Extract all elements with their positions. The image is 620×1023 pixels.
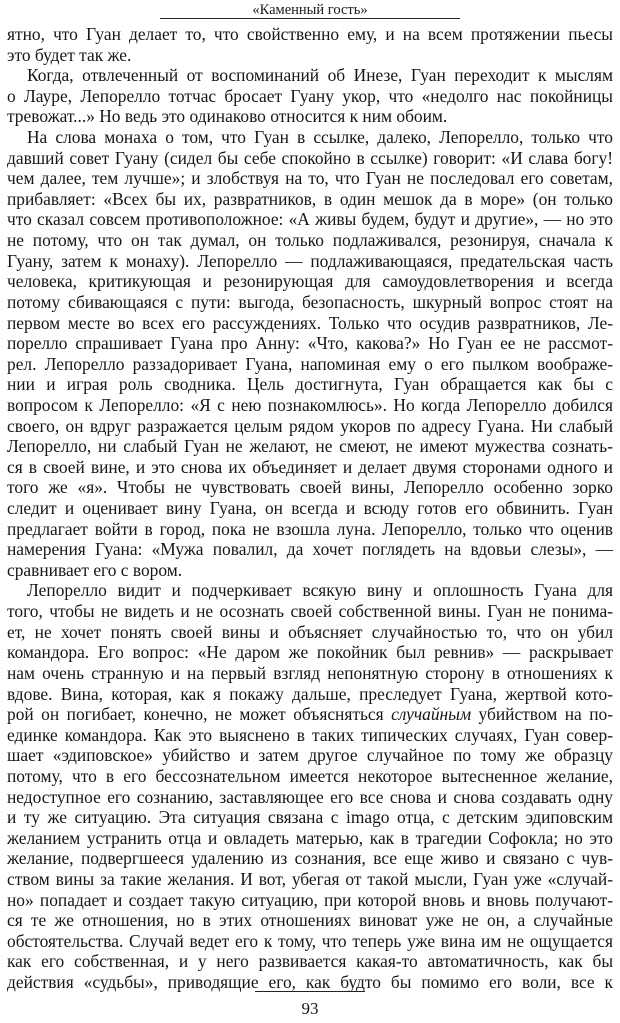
text-line: шает «эдиповское» убийство и затем другое случайное по тому же образцу — [7, 745, 613, 766]
text-line: желанием устранить отца и овладеть матерью, как в трагедии Софокла; но это — [7, 827, 613, 848]
text-line: прибавляет: «Всех бы их, развратников, в один мешок да в море» (он только — [7, 188, 613, 209]
text-line: нам очень странную и на первый взгляд непонятную сторону в отношениях к — [7, 662, 613, 683]
text-line: следит и оценивает вину Гуана, он всегда и всюду готов его обвинить. Гуан — [7, 498, 613, 519]
text-run: убийством на по- — [471, 704, 613, 725]
text-line: потому, что в его бессознательном имеется некоторое вытесненное желание, — [7, 765, 613, 786]
text-line: командора. Его вопрос: «Не даром же покойник был ревнив» — раскрывает — [7, 642, 613, 663]
text-line: ся в своей вине, и это снова их объединяет и делает двумя сторонами одного и — [7, 456, 613, 477]
running-header: «Каменный гость» — [252, 2, 368, 18]
text-line: ятно, что Гуан делает то, что свойственно ему, и на всем протяжении пьесы — [7, 24, 613, 44]
text-line: давший совет Гуану (сидел бы себе спокойно в ссылке) говорит: «И слава богу! — [7, 147, 613, 168]
text-line: это будет так же. — [7, 44, 132, 65]
text-line: и ту же ситуацию. Эта ситуация связана с imago отца, с детским эдиповским — [7, 807, 613, 828]
text-line: того, чтобы не видеть и не осознать своей собственной вины. Гуан не понима- — [7, 601, 613, 622]
text-line: о Лауре, Лепорелло тотчас бросает Гуану укор, что «недолго нас покойницы — [7, 85, 613, 106]
text-line: сравнивает его с вором. — [7, 559, 183, 580]
text-line: потому сбивающаяся с пути: выгода, безопасность, шкурный вопрос стоят на — [7, 291, 613, 312]
text-line: как его собственная, и у него развивается какая-то автоматичность, как бы — [7, 951, 613, 972]
text-line: нии и играя роль сводника. Цель достигнута, Гуан обращается как бы с — [7, 374, 613, 395]
text-line: тревожат...» Но ведь это одинаково относится к ним обоим. — [7, 106, 448, 127]
header-rule — [160, 18, 460, 19]
text-line: действия «судьбы», приводящие его, как будто бы помимо его воли, все к — [7, 972, 613, 993]
text-line — [7, 704, 613, 725]
page-number: 93 — [301, 999, 319, 1018]
text-line: что сказал совсем противоположное: «А живы будем, будут и другие», — но это — [7, 209, 613, 230]
text-line: рел. Лепорелло раззадоривает Гуана, напоминая ему о его пылком воображе- — [7, 353, 613, 374]
text-run: рой он погибает, конечно, не может объясняться — [7, 704, 392, 725]
text-line: Гуану, затем к монаху). Лепорелло — подлаживающаяся, предательская часть — [7, 250, 613, 271]
text-line: единке командора. Как это выяснено в таких типических случаях, Гуан совер- — [7, 724, 613, 745]
text-line: первом месте во всех его рассуждениях. Только что осудив развратников, Ле- — [7, 312, 613, 333]
text-line: не потому, что он так думал, он только подлаживался, резонируя, сначала к — [7, 230, 613, 251]
text-line: Лепорелло, ни слабый Гуан не желают, не смеют, не имеют мужества сознать- — [7, 436, 613, 457]
text-line: ством вины за такие желания. И вот, убегая от такой мысли, Гуан уже «случай- — [7, 868, 613, 889]
text-line: намерения Гуана: «Мужа повалил, да хочет поглядеть на вдовьи слезы», — — [7, 539, 613, 560]
text-line: ся те же отношения, но в этих отношениях виноват уже не он, а случайные — [7, 910, 613, 931]
text-line: но» попадает и создает такую ситуацию, при которой вновь и вновь получают- — [7, 889, 613, 910]
text-line: чем далее, тем лучше»; и злобствуя на то, что Гуан не последовал его советам, — [7, 168, 613, 189]
text-line: того же «я». Чтобы не чувствовать своей вины, Лепорелло особенно зорко — [7, 477, 613, 498]
text-line: обстоятельства. Случай ведет его к тому, что теперь уже вина им не ощущается — [7, 930, 613, 951]
text-line: На слова монаха о том, что Гуан в ссылке, далеко, Лепорелло, только что — [27, 127, 613, 148]
text-line: своего, он вдруг разражается целым рядом укоров по адресу Гуана. Ни слабый — [7, 415, 613, 436]
text-line: желание, подвергшееся удалению из сознания, все еще живо и связано с чув- — [7, 848, 613, 869]
body-text — [7, 24, 613, 993]
text-line: предлагает войти в город, пока не взошла луна. Лепорелло, только что оценив — [7, 518, 613, 539]
text-line: порелло спрашивает Гуана про Анну: «Что, какова?» Но Гуан ее не рассмот- — [7, 333, 613, 354]
text-line: вдове. Вина, которая, как я покажу дальше, преследует Гуана, жертвой кото- — [7, 683, 613, 704]
text-line: Когда, отвлеченный от воспоминаний об Инезе, Гуан переходит к мыслям — [27, 65, 613, 86]
text-line: вопросом к Лепорелло: «Я с нею познакомлюсь». Но когда Лепорелло добился — [7, 394, 613, 415]
text-line: Лепорелло видит и подчеркивает всякую вину и оплошность Гуана для — [27, 580, 613, 601]
footer-rule — [255, 991, 365, 992]
text-line: ет, не хочет понять своей вины и объясняет случайностью то, что он убил — [7, 621, 613, 642]
text-line: человека, критикующая и резонирующая для самоудовлетворения и всегда — [7, 271, 613, 292]
italic-word: случайным — [391, 704, 472, 725]
text-line: недоступное его сознанию, заставляющее его все снова и снова создавать одну — [7, 786, 613, 807]
